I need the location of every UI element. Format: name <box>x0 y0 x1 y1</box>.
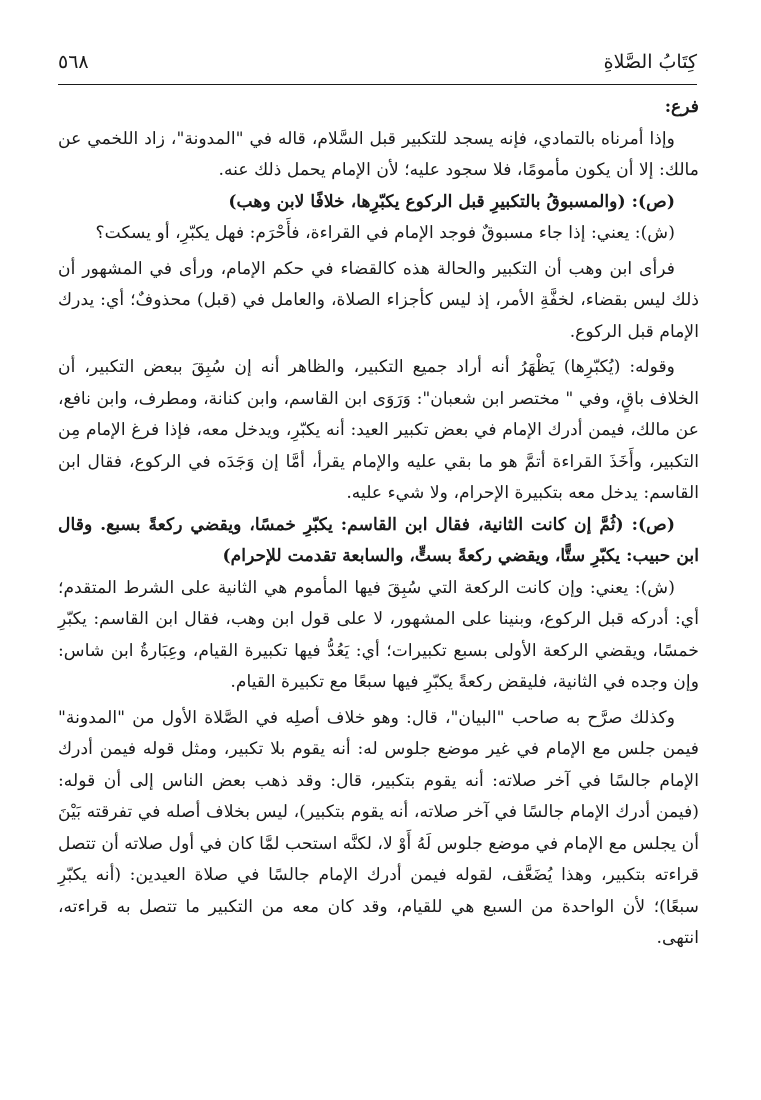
paragraph: وإذا أمرناه بالتمادي، فإنه يسجد للتكبير قبل السَّلام، قاله في "المدونة"، زاد اللخمي عن مالك: إلا أن يكون مأمومًا، فلا سجود عليه؛ لأن الإمام يحمل ذلك عنه. <box>58 128 699 180</box>
commentary-paragraph: (ش): يعني: وإن كانت الركعة التي سُبِقَ فيها المأموم هي الثانية على الشرط المتقدم؛ أي: أدركه قبل الركوع، وبنينا على المشهور، لا على قول ابن وهب، فقال ابن القاسم: يكبّرِ خمسًا، ويقضي الركعة الأولى بسبع تكبيرات؛ أي: يَعُدُّ فيها تكبيرة القيام، وعِبَارةُ ابن شاس: وإن وجده في الثانية، فليقض ركعةً يكبّرِ فيها سبعًا مع تكبيرة القيام. <box>58 577 699 692</box>
running-title: كِتَابُ الصَّلاةِ <box>603 51 697 73</box>
section-heading: فرع: <box>664 97 699 117</box>
commentary-paragraph: (ش): يعني: إذا جاء مسبوقٌ فوجد الإمام في القراءة، فأَحْرَم: فهل يكبّرِ، أو يسكت؟ <box>95 223 675 243</box>
header-rule <box>58 84 697 85</box>
paragraph: وكذلك صرَّح به صاحب "البيان"، قال: وهو خلاف أصلِه في الصَّلاة الأول من "المدونة" فيمن جلس مع الإمام في غير موضع جلوس له: أنه يقوم بلا تكبير، ومثل قوله فيمن أدرك الإمام جالسًا في آخر صلاته: أنه يقوم بتكبير، قال: وقد ذهب بعض الناس إلى أن قوله: (فيمن أدرك الإمام جالسًا في آخر صلاته، أنه يقوم بتكبير)، ليس بخلاف أصله في تفرقته بَيْنَ أن يجلس مع الإمام في موضع جلوس لَهُ أَوْ لا، لكنَّه استحب لمَّا كان في أول صلاته أن تتصل قراءته بتكبير، وهذا يُضَعَّف، لقوله فيمن أدرك الإمام جالسًا في صلاة العيدين: (أنه يكبّرِ سبعًا)؛ لأن الواحدة من السبع هي للقيام، وقد كان معه من التكبير ما تتصل به قراءته، انتهى. <box>58 707 699 948</box>
page-header <box>58 44 697 80</box>
page-number: ٥٦٨ <box>58 51 89 73</box>
matn-quote: (ص): (والمسبوقُ بالتكبيرِ قبل الركوع يكبّرِها، خلافًا لابن وهب) <box>228 191 675 212</box>
page-body <box>58 92 699 955</box>
paragraph: وقوله: (يُكبّرِها) يَظْهَرُ أنه أراد جميع التكبير، والظاهر أنه إن سُبِقَ ببعض التكبير، أن الخلاف باقٍ، وفي " مختصر ابن شعبان": وَرَوَى ابن القاسم، وابن كنانة، ومطرف، وابن نافع، عن مالك، فيمن أدرك الإمام في بعض تكبير العيد: أنه يكبّرِ، ويدخل معه، فإذا فرغ الإمام مِن التكبير، وأَخَذَ القراءة أتمَّ هو ما بقي عليه والإمام يقرأ، أمَّا إن وَجَدَه في الركوع، فقال ابن القاسم: يدخل معه بتكبيرة الإحرام، ولا شيء عليه. <box>58 357 699 503</box>
matn-quote: (ص): (ثُمَّ إن كانت الثانية، فقال ابن القاسم: يكبّرِ خمسًا، ويقضي ركعةً بسبع. وقال ابن حبيب: يكبّرِ ستًّا، ويقضي ركعةً بستٍّ، والسابعة تقدمت للإحرام) <box>58 514 699 566</box>
paragraph: فرأى ابن وهب أن التكبير والحالة هذه كالقضاء في حكم الإمام، ورأى في المشهور أن ذلك ليس بقضاء، لخفَّةِ الأمر، إذ ليس كأجزاء الصلاة، والعامل في (قبل) محذوفٌ؛ أي: يدرك الإمام قبل الركوع. <box>58 258 699 342</box>
